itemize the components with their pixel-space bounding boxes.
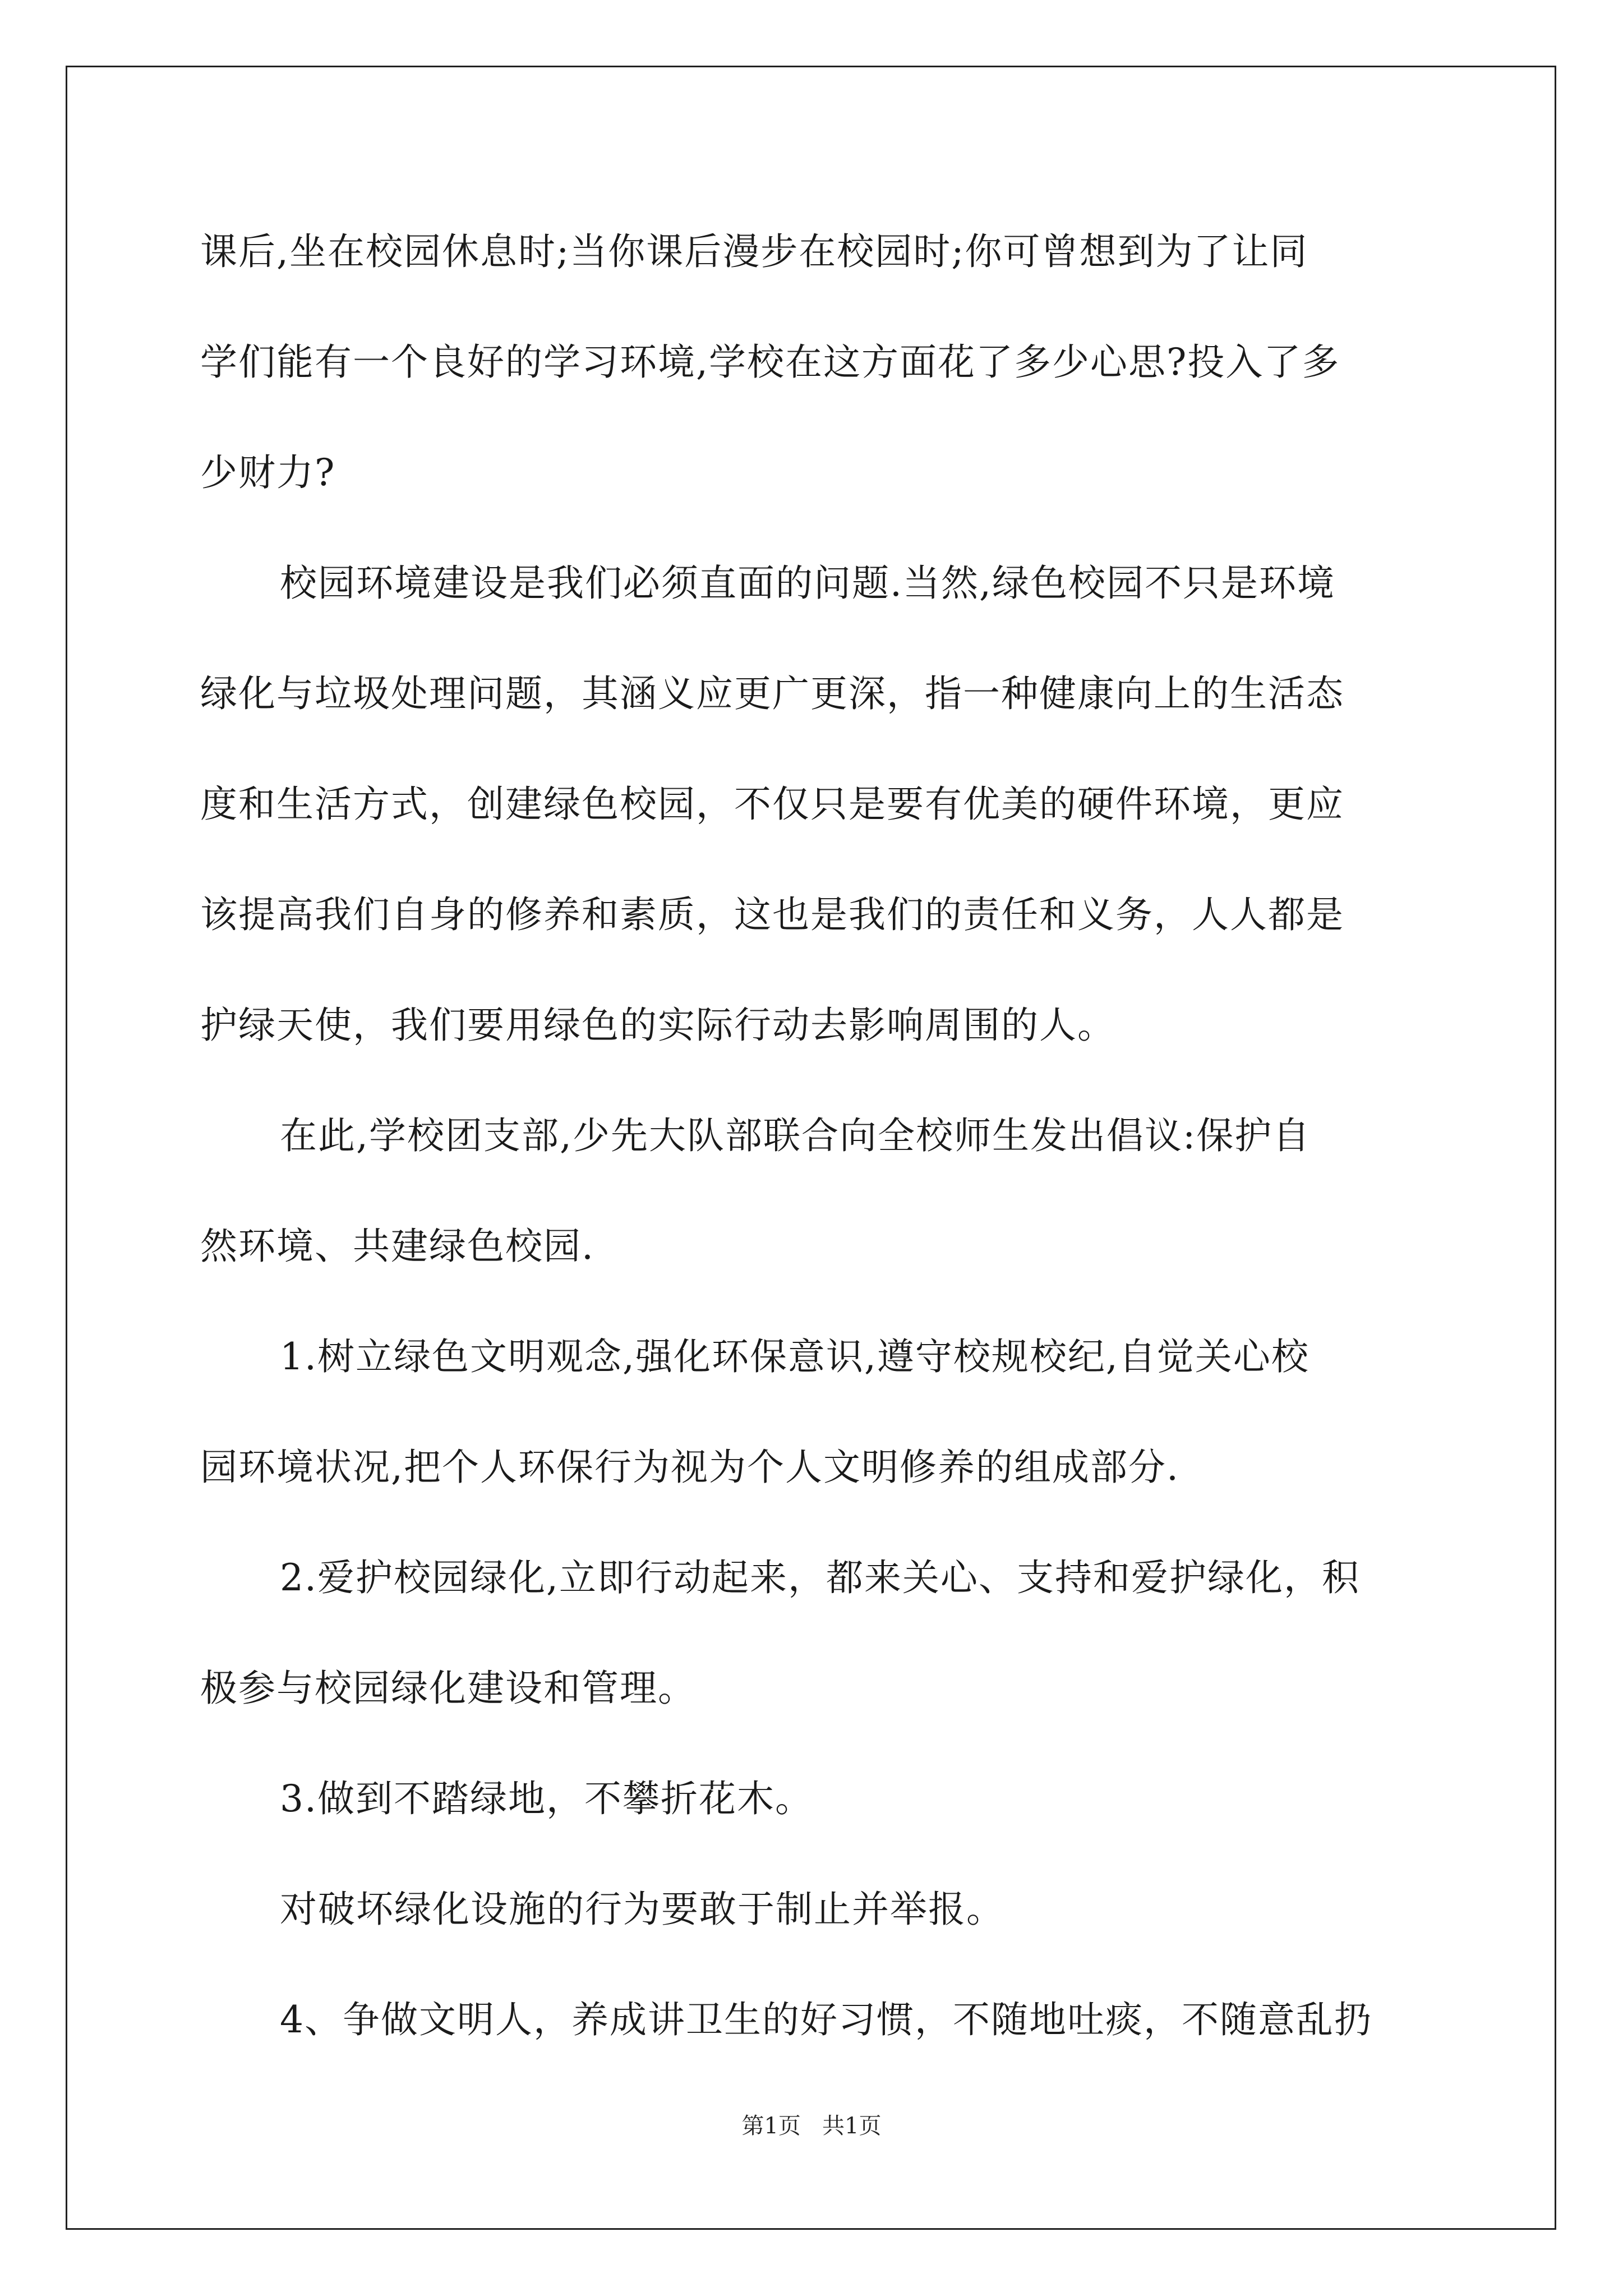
text-line: 护绿天使，我们要用绿色的实际行动去影响周围的人。 (200, 1004, 1115, 1047)
paragraph-start-line: 在此,学校团支部,少先大队部联合向全校师生发出倡议:保护自 (280, 1114, 1311, 1157)
text-line: 该提高我们自身的修养和素质，这也是我们的责任和义务，人人都是 (200, 893, 1344, 936)
list-item-line: 3.做到不踏绿地，不攀折花木。 (280, 1777, 813, 1820)
document-body (200, 209, 1430, 2087)
list-item-line: 2.爱护校园绿化,立即行动起来，都来关心、支持和爱护绿化，积 (280, 1556, 1360, 1599)
text-line: 少财力? (200, 451, 336, 494)
page-number-footer: 第1页 共1页 (741, 2113, 882, 2139)
text-line: 课后,坐在校园休息时;当你课后漫步在校园时;你可曾想到为了让同 (200, 230, 1308, 273)
text-line: 学们能有一个良好的学习环境,学校在这方面花了多少心思?投入了多 (200, 341, 1340, 384)
paragraph-start-line: 校园环境建设是我们必须直面的问题.当然,绿色校园不只是环境 (280, 562, 1335, 605)
text-line: 度和生活方式，创建绿色校园，不仅只是要有优美的硬件环境，更应 (200, 783, 1344, 826)
text-line: 然环境、共建绿色校园. (200, 1225, 594, 1268)
list-item-line: 4、争做文明人，养成讲卫生的好习惯，不随地吐痰，不随意乱扔 (280, 1998, 1372, 2041)
list-item-line: 1.树立绿色文明观念,强化环保意识,遵守校规校纪,自觉关心校 (280, 1335, 1310, 1378)
text-line: 绿化与垃圾处理问题，其涵义应更广更深，指一种健康向上的生活态 (200, 672, 1344, 715)
text-line: 园环境状况,把个人环保行为视为个人文明修养的组成部分. (200, 1446, 1179, 1489)
text-line: 极参与校园绿化建设和管理。 (200, 1667, 696, 1710)
paragraph-start-line: 对破坏绿化设施的行为要敢于制止并举报。 (280, 1888, 1004, 1931)
